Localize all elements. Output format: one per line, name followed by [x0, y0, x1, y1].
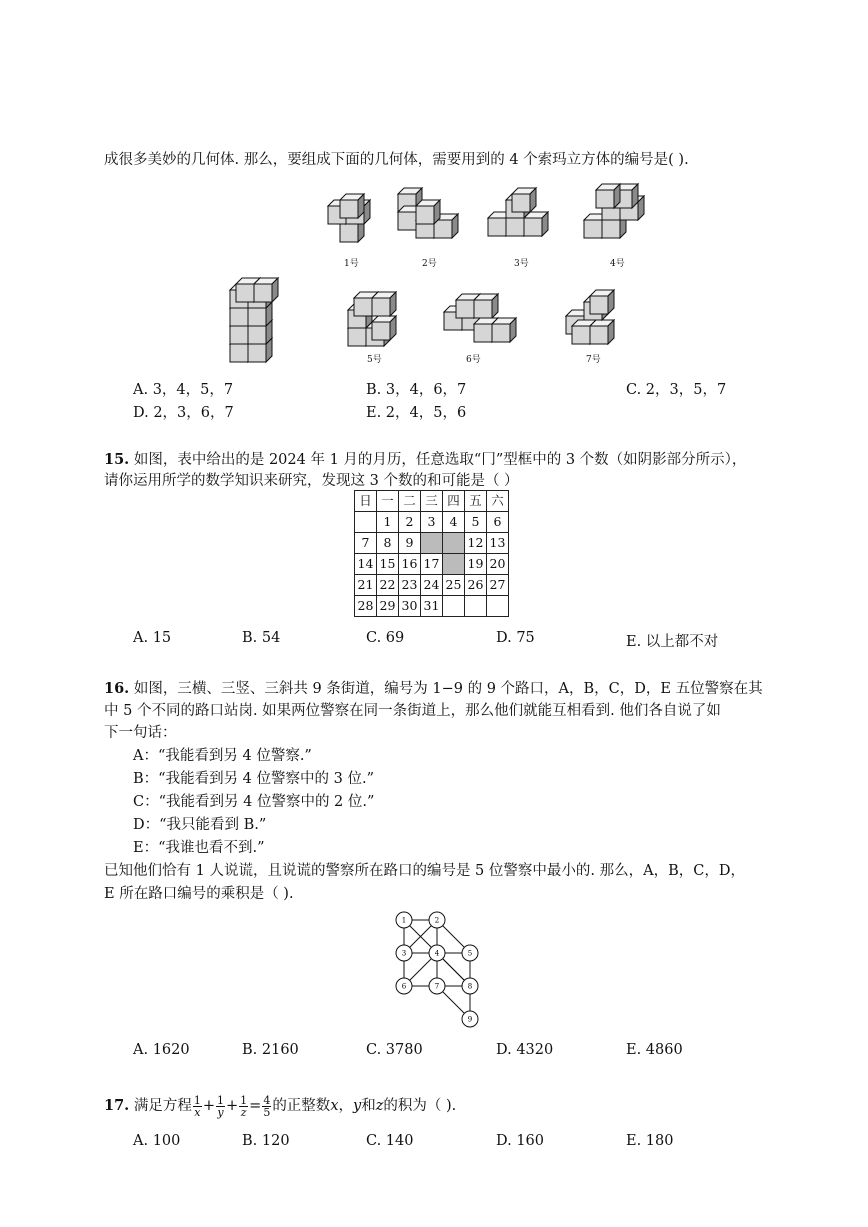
piece-1-icon	[328, 194, 370, 242]
equals-sign: =	[249, 1098, 262, 1114]
calendar-cell	[487, 596, 509, 617]
intersection-8	[462, 978, 478, 994]
svg-text:7: 7	[434, 982, 440, 991]
q16-quote-e: E：“我谁也看不到.”	[133, 840, 265, 856]
piece-4-icon	[584, 184, 644, 238]
calendar-cell: 23	[399, 575, 421, 596]
q17-number: 17.	[104, 1097, 130, 1114]
q16-quote-d: D：“我只能看到 B.”	[133, 817, 267, 833]
intersection-6	[396, 978, 412, 994]
plus-sign: +	[202, 1098, 215, 1114]
calendar-shaded-cell	[421, 533, 443, 554]
var-x: x	[330, 1098, 339, 1114]
comma: ，	[338, 1098, 353, 1114]
q14-option-b[interactable]: B. 3，4，6，7	[366, 382, 467, 398]
svg-text:6: 6	[401, 982, 407, 991]
calendar-cell: 30	[399, 596, 421, 617]
calendar-header-cell: 五	[465, 491, 487, 512]
q15-option-d[interactable]: D. 75	[496, 630, 535, 646]
fraction-1-over-x: $\frac{1}{x}$	[193, 1093, 201, 1119]
intersection-3	[396, 945, 412, 961]
q16-line-3: 下一句话：	[104, 725, 177, 741]
q15-option-a[interactable]: A. 15	[133, 630, 172, 646]
q14-option-d[interactable]: D. 2，3，6，7	[133, 405, 234, 421]
calendar-cell: 1	[377, 512, 399, 533]
street-graph-figure	[380, 905, 500, 1035]
q17-suffix-1: 的正整数	[272, 1098, 331, 1114]
var-z: z	[375, 1098, 384, 1114]
q17-option-e[interactable]: E. 180	[626, 1133, 674, 1149]
composite-tower-icon	[230, 278, 278, 362]
calendar-cell: 22	[377, 575, 399, 596]
q14-option-e[interactable]: E. 2，4，5，6	[366, 405, 467, 421]
svg-text:4: 4	[434, 949, 440, 958]
and-word: 和	[361, 1098, 376, 1114]
street-lines	[401, 920, 473, 1019]
svg-text:9: 9	[467, 1015, 473, 1024]
calendar-table	[354, 490, 509, 617]
piece-label-1: 1号	[344, 259, 359, 269]
calendar-shaded-cell	[443, 533, 465, 554]
q14-intro: 成很多美妙的几何体. 那么，要组成下面的几何体，需要用到的 4 个索玛立方体的编号是( ).	[104, 152, 689, 168]
calendar-row	[355, 554, 509, 575]
calendar-cell: 2	[399, 512, 421, 533]
calendar-header-cell: 六	[487, 491, 509, 512]
calendar-cell: 15	[377, 554, 399, 575]
q16-option-d[interactable]: D. 4320	[496, 1042, 554, 1058]
piece-label-7: 7号	[586, 355, 601, 365]
q15-option-e[interactable]: E. 以上都不对	[626, 634, 719, 650]
piece-label-2: 2号	[422, 259, 437, 269]
calendar-cell: 4	[443, 512, 465, 533]
q16-line-2: 中 5 个不同的路口站岗. 如果两位警察在同一条街道上，那么他们就能互相看到. 他们各自说了如	[104, 703, 721, 719]
calendar-header-cell: 三	[421, 491, 443, 512]
calendar-cell: 21	[355, 575, 377, 596]
calendar-cell: 29	[377, 596, 399, 617]
calendar-cell: 16	[399, 554, 421, 575]
q16-number: 16.	[104, 680, 130, 697]
calendar-shaded-cell	[443, 554, 465, 575]
q15-number: 15.	[104, 451, 130, 468]
calendar-cell: 19	[465, 554, 487, 575]
calendar-cell	[355, 512, 377, 533]
calendar-cell	[465, 596, 487, 617]
svg-text:2: 2	[434, 916, 440, 925]
piece-2-icon	[398, 188, 458, 238]
calendar-cell: 3	[421, 512, 443, 533]
piece-3-icon	[488, 188, 548, 236]
q15-text-1: 如图，表中给出的是 2024 年 1 月的月历，任意选取“冂”型框中的 3 个数（如阴影部分所示），	[133, 452, 747, 468]
calendar-cell: 13	[487, 533, 509, 554]
piece-label-5: 5号	[367, 355, 382, 365]
calendar-row	[355, 575, 509, 596]
calendar-cell: 20	[487, 554, 509, 575]
piece-label-3: 3号	[514, 259, 529, 269]
q15-option-b[interactable]: B. 54	[242, 630, 281, 646]
q16-option-e[interactable]: E. 4860	[626, 1042, 683, 1058]
calendar-header-row	[355, 491, 509, 512]
calendar-cell: 17	[421, 554, 443, 575]
q15-line-1	[104, 448, 746, 469]
q16-option-a[interactable]: A. 1620	[133, 1042, 190, 1058]
calendar-cell: 24	[421, 575, 443, 596]
piece-label-6: 6号	[466, 355, 481, 365]
q17-line	[104, 1094, 456, 1118]
fraction-4-over-5: $\frac{4}{5}$	[263, 1093, 271, 1119]
svg-text:5: 5	[467, 949, 473, 958]
svg-text:3: 3	[401, 949, 407, 958]
intersection-7	[429, 978, 445, 994]
fraction-1-over-y: $\frac{1}{y}$	[217, 1093, 224, 1119]
soma-cubes-figure	[0, 0, 868, 380]
piece-5-icon	[348, 292, 396, 346]
q15-line-2: 请你运用所学的数学知识来研究，发现这 3 个数的和可能是（ ）	[104, 473, 519, 489]
q16-option-c[interactable]: C. 3780	[366, 1042, 423, 1058]
fraction-1-over-z: $\frac{1}{z}$	[240, 1093, 248, 1119]
intersection-4	[429, 945, 445, 961]
q16-line-1	[104, 677, 763, 698]
plus-sign: +	[226, 1098, 239, 1114]
q16-quote-a: A：“我能看到另 4 位警察.”	[133, 748, 312, 764]
intersection-1	[396, 912, 412, 928]
q17-option-d[interactable]: D. 160	[496, 1133, 545, 1149]
calendar-header-cell: 一	[377, 491, 399, 512]
q17-option-a[interactable]: A. 100	[133, 1133, 181, 1149]
q16-quote-b: B：“我能看到另 4 位警察中的 3 位.”	[133, 771, 374, 787]
q14-option-a[interactable]: A. 3，4，5，7	[133, 382, 234, 398]
q16-line-4: 已知他们恰有 1 人说谎，且说谎的警察所在路口的编号是 5 位警察中最小的. 那么，A，B，C，D，	[104, 863, 745, 879]
q17-prefix: 满足方程	[133, 1098, 192, 1114]
calendar-cell: 25	[443, 575, 465, 596]
calendar-row	[355, 533, 509, 554]
calendar-row	[355, 596, 509, 617]
calendar-cell: 27	[487, 575, 509, 596]
q16-option-b[interactable]: B. 2160	[242, 1042, 299, 1058]
calendar-cell: 9	[399, 533, 421, 554]
calendar-row	[355, 512, 509, 533]
q15-option-c[interactable]: C. 69	[366, 630, 405, 646]
piece-label-4: 4号	[610, 259, 625, 269]
q17-option-b[interactable]: B. 120	[242, 1133, 290, 1149]
calendar-cell: 28	[355, 596, 377, 617]
calendar-cell: 5	[465, 512, 487, 533]
svg-text:8: 8	[467, 982, 473, 991]
calendar-cell: 26	[465, 575, 487, 596]
calendar-header-cell: 二	[399, 491, 421, 512]
q17-option-c[interactable]: C. 140	[366, 1133, 414, 1149]
calendar-cell: 12	[465, 533, 487, 554]
svg-text:1: 1	[401, 916, 407, 925]
calendar-cell: 6	[487, 512, 509, 533]
calendar-cell: 7	[355, 533, 377, 554]
calendar-cell: 14	[355, 554, 377, 575]
intersection-2	[429, 912, 445, 928]
piece-6-icon	[444, 294, 516, 342]
calendar-cell	[443, 596, 465, 617]
q16-line-5: E 所在路口编号的乘积是（ ).	[104, 886, 294, 902]
var-y: y	[353, 1098, 362, 1114]
q14-option-c[interactable]: C. 2，3，5，7	[626, 382, 727, 398]
calendar-cell: 8	[377, 533, 399, 554]
q17-suffix-2: 的积为（ ).	[383, 1098, 457, 1114]
calendar-header-cell: 日	[355, 491, 377, 512]
piece-7-icon	[566, 290, 614, 344]
calendar-header-cell: 四	[443, 491, 465, 512]
intersection-5	[462, 945, 478, 961]
intersection-9	[462, 1011, 478, 1027]
q16-quote-c: C：“我能看到另 4 位警察中的 2 位.”	[133, 794, 375, 810]
calendar-cell: 31	[421, 596, 443, 617]
q16-text-1: 如图，三横、三竖、三斜共 9 条街道，编号为 1−9 的 9 个路口，A，B，C，D，E 五位警察在其	[133, 681, 763, 697]
